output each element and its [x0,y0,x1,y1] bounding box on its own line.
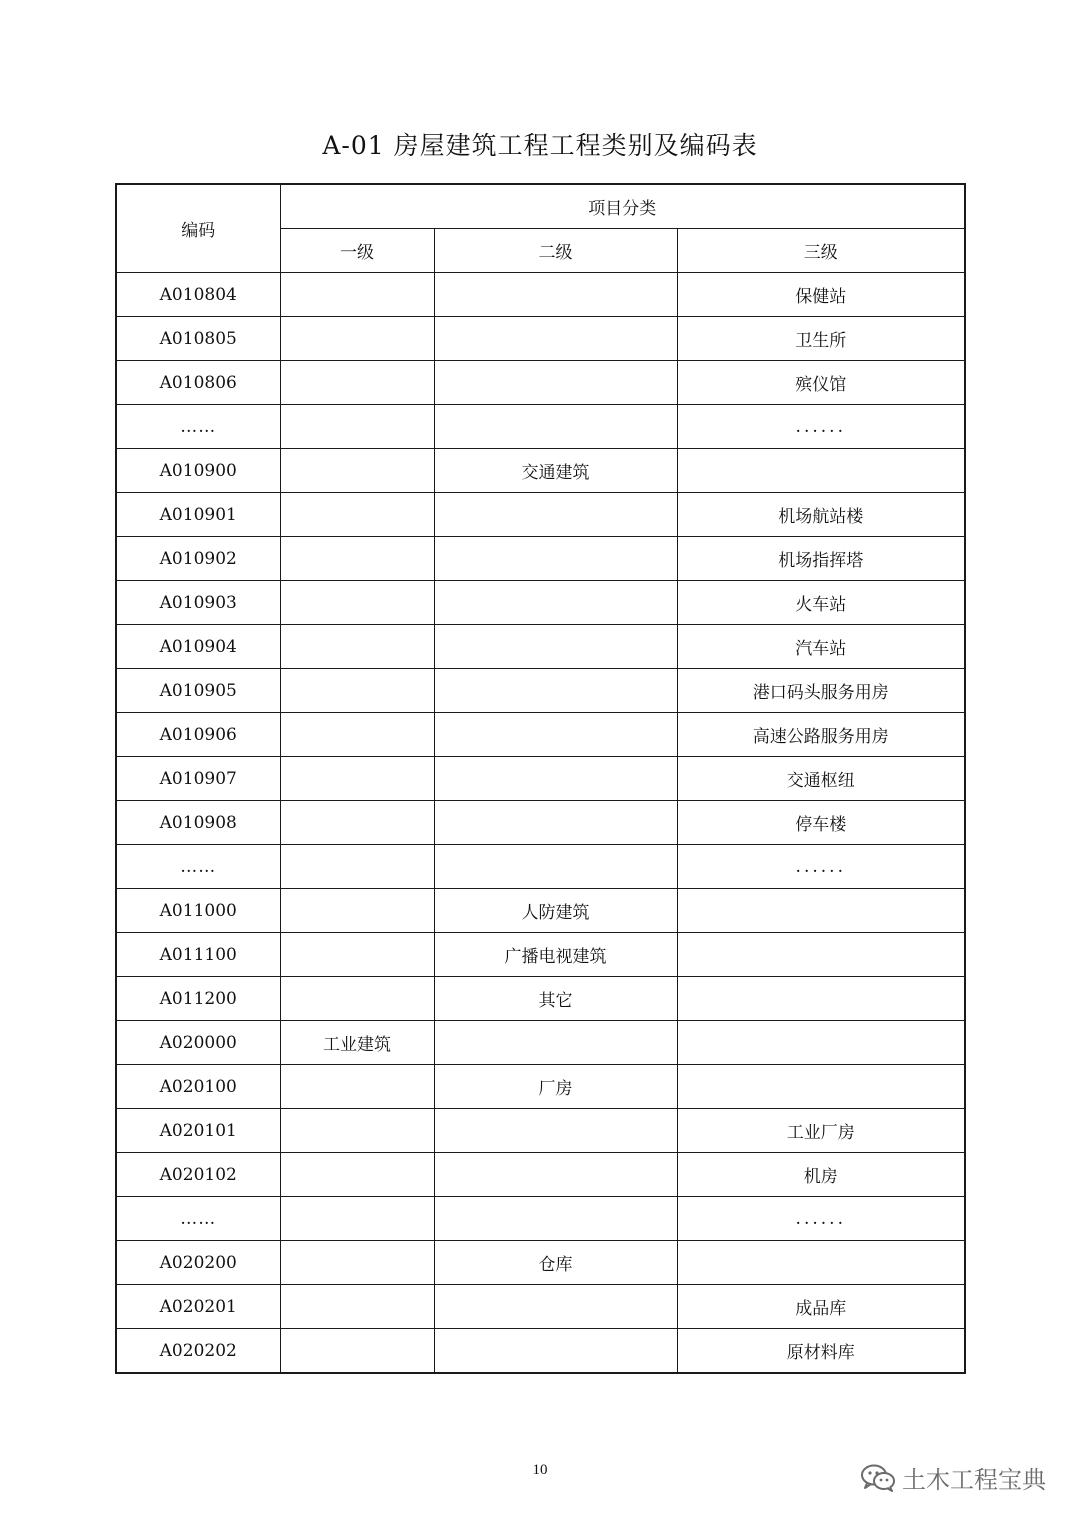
level3-cell [677,1021,965,1065]
level2-cell [434,1153,677,1197]
level3-cell [677,933,965,977]
level3-cell: 工业厂房 [677,1109,965,1153]
level3-cell: ...... [677,1197,965,1241]
level2-cell [434,493,677,537]
level2-cell: 厂房 [434,1065,677,1109]
table-row [116,757,965,801]
level2-cell [434,669,677,713]
level2-cell: 仓库 [434,1241,677,1285]
level3-cell: 卫生所 [677,317,965,361]
level3-cell [677,449,965,493]
level3-cell: 停车楼 [677,801,965,845]
table-body [116,273,965,1374]
level2-cell: 交通建筑 [434,449,677,493]
level1-cell [280,713,434,757]
level1-cell [280,493,434,537]
code-cell: A010907 [116,757,280,801]
level3-cell: ...... [677,405,965,449]
code-cell: A020100 [116,1065,280,1109]
level1-cell [280,317,434,361]
level2-cell [434,1197,677,1241]
level3-cell: 殡仪馆 [677,361,965,405]
level1-cell [280,1153,434,1197]
code-cell: A010900 [116,449,280,493]
code-cell: …… [116,405,280,449]
level1-cell [280,889,434,933]
code-cell: A010903 [116,581,280,625]
table-row [116,1153,965,1197]
category-code-table [115,183,966,1374]
level2-cell [434,273,677,317]
level3-cell: 高速公路服务用房 [677,713,965,757]
level3-cell: 火车站 [677,581,965,625]
level1-cell [280,845,434,889]
level1-cell [280,625,434,669]
level3-cell [677,977,965,1021]
level3-cell: 港口码头服务用房 [677,669,965,713]
code-cell: A010805 [116,317,280,361]
level2-cell: 人防建筑 [434,889,677,933]
table-row [116,273,965,317]
level2-cell [434,537,677,581]
table-row [116,1197,965,1241]
code-cell: A010905 [116,669,280,713]
header-category: 项目分类 [280,184,965,229]
level2-cell [434,1285,677,1329]
table-row [116,845,965,889]
level3-cell: 机场航站楼 [677,493,965,537]
level1-cell [280,1109,434,1153]
level3-cell [677,889,965,933]
code-cell: …… [116,845,280,889]
table-row [116,449,965,493]
page-title: A-01 房屋建筑工程工程类别及编码表 [322,131,758,160]
level1-cell: 工业建筑 [280,1021,434,1065]
level2-cell [434,1021,677,1065]
level1-cell [280,669,434,713]
level2-cell [434,405,677,449]
code-cell: A020200 [116,1241,280,1285]
level1-cell [280,1285,434,1329]
code-cell: A020101 [116,1109,280,1153]
level2-cell [434,845,677,889]
level3-cell: 成品库 [677,1285,965,1329]
table-row [116,933,965,977]
level1-cell [280,361,434,405]
level1-cell [280,537,434,581]
level1-cell [280,581,434,625]
table-row [116,801,965,845]
table-row [116,669,965,713]
level1-cell [280,977,434,1021]
level1-cell [280,1241,434,1285]
code-cell: A010806 [116,361,280,405]
level1-cell [280,933,434,977]
level3-cell: 原材料库 [677,1329,965,1374]
code-cell: A010901 [116,493,280,537]
level3-cell: 机房 [677,1153,965,1197]
level1-cell [280,405,434,449]
table-row [116,1285,965,1329]
watermark [860,1460,1046,1495]
level2-cell: 其它 [434,977,677,1021]
level2-cell [434,713,677,757]
level1-cell [280,273,434,317]
code-cell: A010906 [116,713,280,757]
watermark-text: 土木工程宝典 [902,1466,1046,1494]
table-row [116,1065,965,1109]
table-row [116,713,965,757]
level2-cell [434,1109,677,1153]
page-number: 10 [532,1462,548,1478]
level2-cell [434,801,677,845]
code-cell: A011100 [116,933,280,977]
table-row [116,1021,965,1065]
table-row [116,317,965,361]
level1-cell [280,757,434,801]
table-row [116,493,965,537]
code-cell: A020202 [116,1329,280,1374]
table-row [116,361,965,405]
header-level3: 三级 [677,229,965,273]
table-row [116,977,965,1021]
header-code: 编码 [116,184,280,273]
code-cell: A011000 [116,889,280,933]
level3-cell: 交通枢纽 [677,757,965,801]
table-row [116,405,965,449]
level3-cell: 汽车站 [677,625,965,669]
level3-cell: ...... [677,845,965,889]
level3-cell: 机场指挥塔 [677,537,965,581]
level2-cell: 广播电视建筑 [434,933,677,977]
code-cell: A020102 [116,1153,280,1197]
code-cell: A010902 [116,537,280,581]
header-level1: 一级 [280,229,434,273]
wechat-icon [860,1463,896,1493]
table-row [116,581,965,625]
code-cell: A011200 [116,977,280,1021]
code-cell: A010904 [116,625,280,669]
level1-cell [280,801,434,845]
code-cell: A020000 [116,1021,280,1065]
table-row [116,1329,965,1374]
table-row [116,1109,965,1153]
table-row [116,625,965,669]
table-row [116,1241,965,1285]
table-row [116,889,965,933]
table-row [116,537,965,581]
level1-cell [280,1197,434,1241]
level1-cell [280,449,434,493]
level2-cell [434,1329,677,1374]
level2-cell [434,581,677,625]
code-cell: A020201 [116,1285,280,1329]
header-level2: 二级 [434,229,677,273]
level2-cell [434,625,677,669]
code-cell: A010908 [116,801,280,845]
level3-cell [677,1065,965,1109]
level1-cell [280,1329,434,1374]
code-cell: A010804 [116,273,280,317]
level3-cell: 保健站 [677,273,965,317]
level2-cell [434,757,677,801]
level2-cell [434,361,677,405]
level1-cell [280,1065,434,1109]
level3-cell [677,1241,965,1285]
code-cell: …… [116,1197,280,1241]
level2-cell [434,317,677,361]
